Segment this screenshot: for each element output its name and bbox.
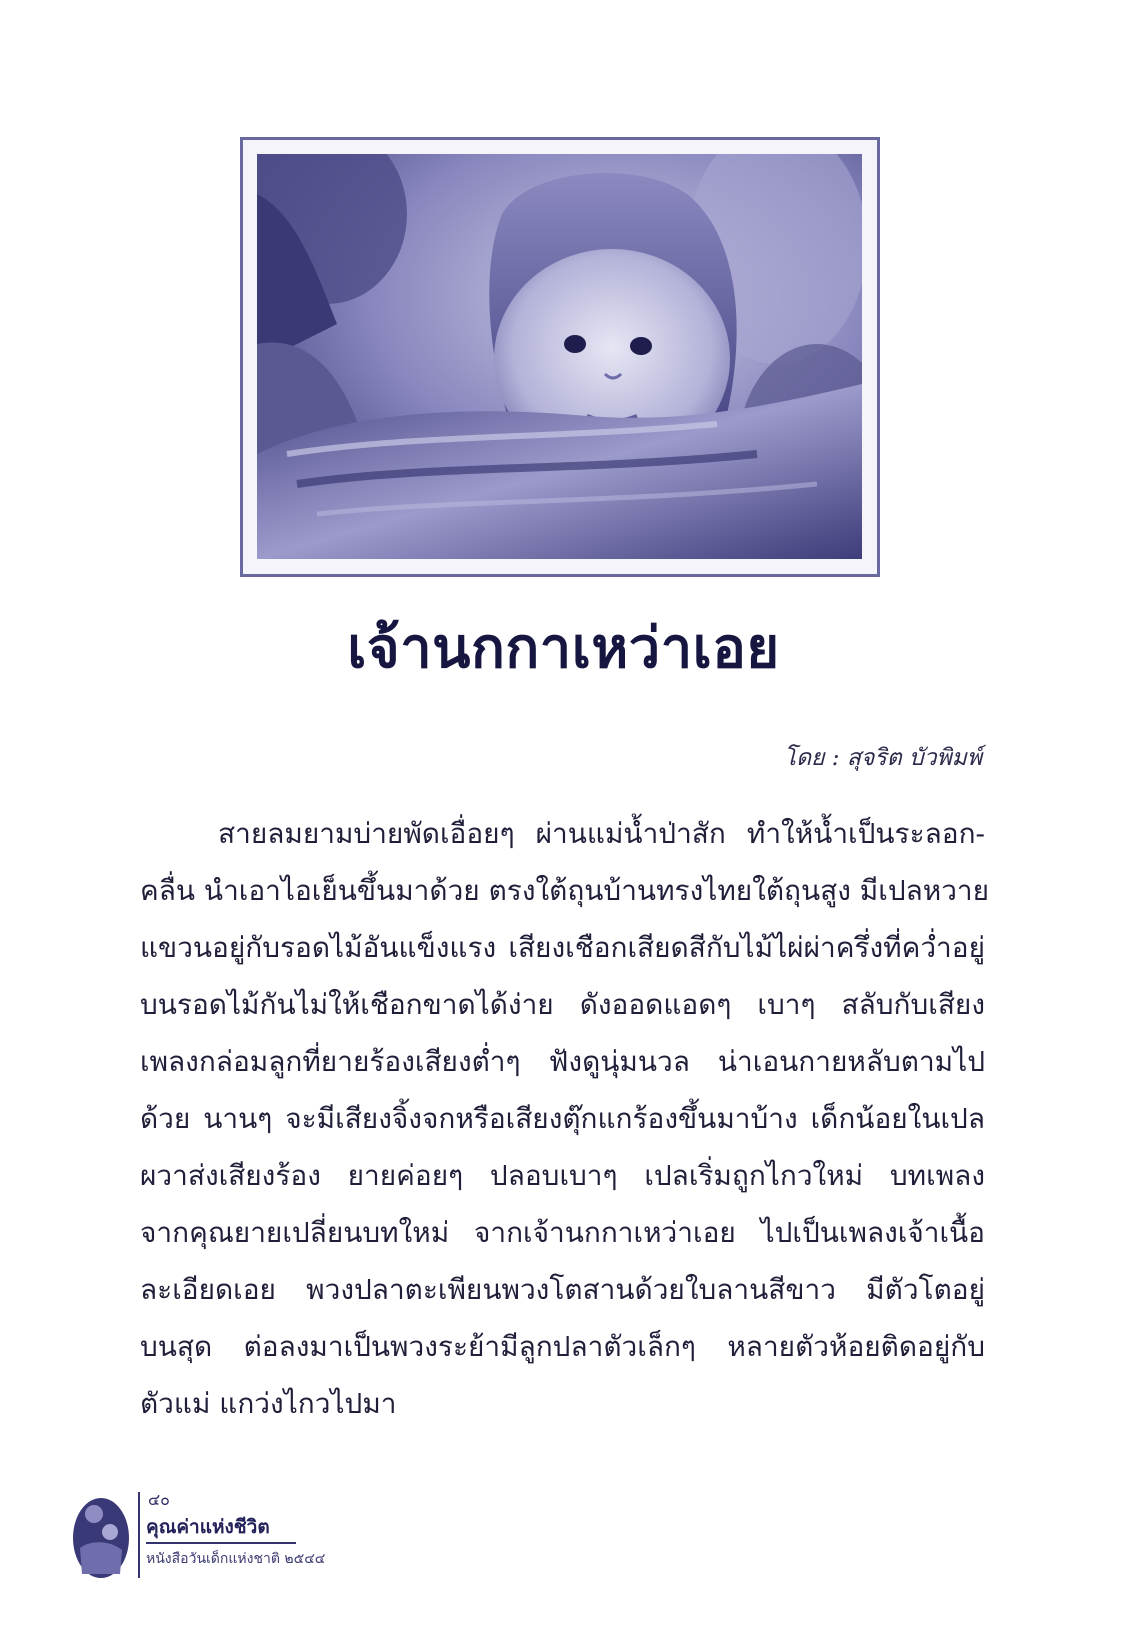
body-line: ตัวแม่ แกว่งไกวไปมา <box>140 1387 397 1420</box>
book-title-underline <box>146 1542 296 1544</box>
body-line: แขวนอยู่กับรอดไม้อันแข็งแรง เสียงเชือกเสียดสีกับไม้ไผ่ผ่าครึ่งที่คว่ำอยู่ <box>140 931 985 964</box>
body-line: จากคุณยายเปลี่ยนบทใหม่ จากเจ้านกกาเหว่าเอย ไปเป็นเพลงเจ้าเนื้อ <box>140 1216 985 1249</box>
body-line: สายลมยามบ่ายพัดเอื่อยๆ ผ่านแม่น้ำป่าสัก ทำให้น้ำเป็นระลอก- <box>218 817 985 850</box>
body-line: บนสุด ต่อลงมาเป็นพวงระย้ามีลูกปลาตัวเล็กๆ หลายตัวห้อยติดอยู่กับ <box>140 1330 985 1363</box>
book-subtitle: หนังสือวันเด็กแห่งชาติ ๒๕๔๔ <box>146 1551 326 1567</box>
article-title: เจ้านกกาเหว่าเอย <box>347 615 780 681</box>
body-line: ผวาส่งเสียงร้อง ยายค่อยๆ ปลอบเบาๆ เปลเริ่มถูกไกวใหม่ บทเพลง <box>140 1159 985 1192</box>
footer-divider <box>138 1492 140 1578</box>
page-number: ๔๐ <box>148 1490 170 1509</box>
page-footer <box>70 1488 400 1598</box>
book-title: คุณค่าแห่งชีวิต <box>146 1516 270 1538</box>
body-line: บนรอดไม้กันไม่ให้เชือกขาดได้ง่าย ดังออดแอดๆ เบาๆ สลับกับเสียง <box>140 988 985 1021</box>
body-line: ด้วย นานๆ จะมีเสียงจิ้งจกหรือเสียงตุ๊กแกร้องขึ้นมาบ้าง เด็กน้อยในเปล <box>140 1102 985 1135</box>
family-logo-icon <box>70 1488 132 1580</box>
body-line: เพลงกล่อมลูกที่ยายร้องเสียงต่ำๆ ฟังดูนุ่มนวล น่าเอนกายหลับตามไป <box>140 1045 985 1078</box>
article-body <box>140 805 990 1432</box>
photo-frame <box>240 137 880 577</box>
author-byline: โดย : สุจริต บัวพิมพ์ <box>783 745 982 771</box>
baby-in-cradle-photo <box>257 154 862 559</box>
body-line: ละเอียดเอย พวงปลาตะเพียนพวงโตสานด้วยใบลานสีขาว มีตัวโตอยู่ <box>140 1273 985 1306</box>
body-line: คลื่น นำเอาไอเย็นขึ้นมาด้วย ตรงใต้ถุนบ้านทรงไทยใต้ถุนสูง มีเปลหวาย <box>140 874 990 907</box>
